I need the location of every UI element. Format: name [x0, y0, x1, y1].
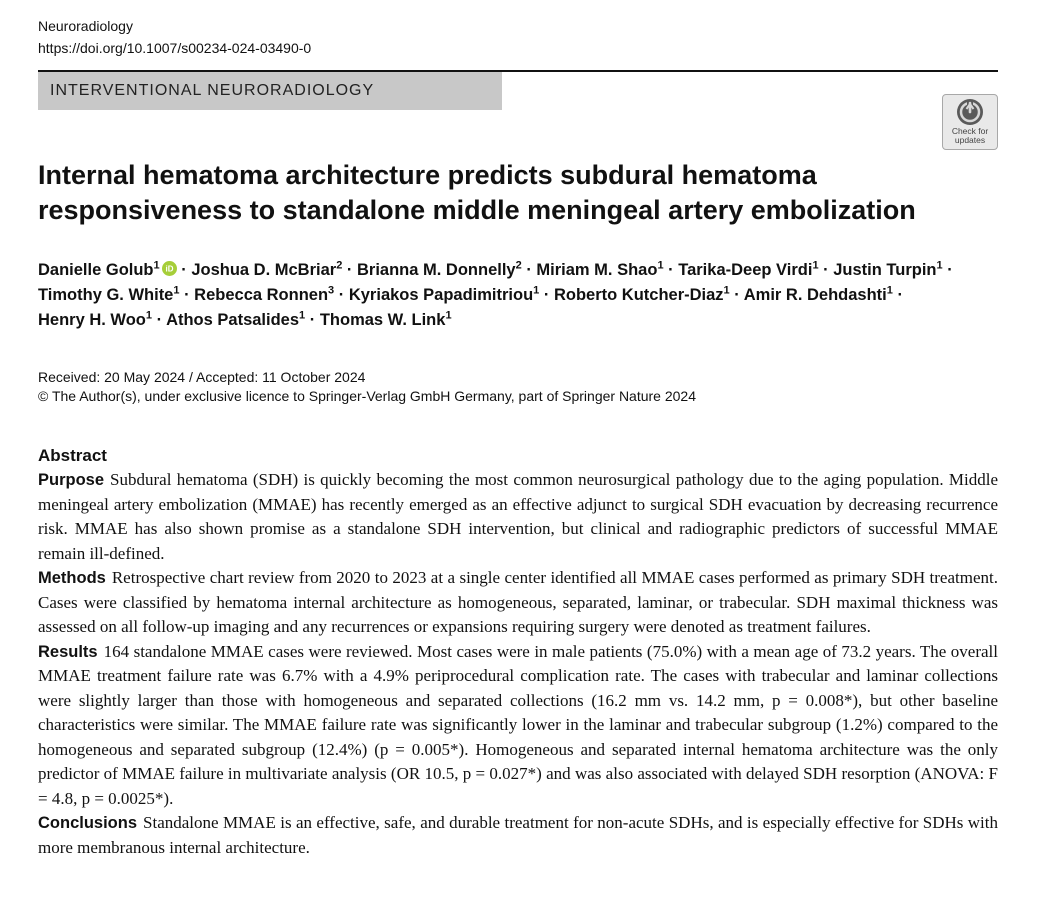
abstract-heading: Abstract — [38, 446, 107, 465]
author-name[interactable] — [833, 261, 942, 279]
author-name[interactable] — [38, 311, 152, 329]
author-name[interactable] — [38, 261, 177, 279]
svg-text:iD: iD — [165, 264, 174, 274]
author-label: Miriam M. Shao — [536, 261, 658, 279]
article-title-line2: responsiveness to standalone middle meningeal artery embolization — [38, 195, 916, 225]
author-name[interactable] — [320, 311, 452, 329]
abstract-section-text: 164 standalone MMAE cases were reviewed. Most cases were in male patients (75.0%) with a mean age of 73.2 years. The overall MMAE treatment failure rate was 6.7% with a 4.9% periprocedural complication rate. The cases with trabecular and laminar collections were slightly larger than those with homogeneous and separated collections (16.2 mm vs. 14.2 mm, p = 0.008*), but other baseline characteristics were similar. The MMAE failure rate was significantly lower in the laminar and trabecular subgroup (1.2%) compared to the homogeneous and separated subgroup (12.4%) (p = 0.005*). Homogeneous and separated internal hematoma architecture was the only predictor of MMAE failure in multivariate analysis (OR 10.5, p = 0.027*) and was also associated with delayed SDH resorption (ANOVA: F = 4.8, p = 0.0025*). — [38, 641, 998, 808]
author-label: Henry H. Woo — [38, 311, 146, 329]
author-affiliation: 1 — [173, 284, 180, 297]
author-affiliation: 1 — [657, 259, 664, 272]
author-label: Kyriakos Papadimitriou — [348, 286, 534, 304]
article-title — [38, 158, 918, 228]
abstract-section-label: Results — [38, 642, 98, 661]
author-label: Brianna M. Donnelly — [357, 261, 516, 279]
article-first-page — [38, 0, 998, 900]
abstract-section-results — [38, 640, 998, 812]
check-for-updates-line2: updates — [954, 135, 986, 145]
author-affiliation: 1 — [299, 309, 306, 322]
article-title-line1: Internal hematoma architecture predicts subdural hematoma — [38, 160, 817, 190]
copyright-notice: © The Author(s), under exclusive licence to Springer-Verlag GmbH Germany, part of Springer Nature 2024 — [38, 388, 696, 404]
doi-link[interactable]: https://doi.org/10.1007/s00234-024-03490-0 — [38, 40, 312, 56]
author-name[interactable] — [349, 286, 539, 304]
author-label: Thomas W. Link — [319, 311, 446, 329]
author-name[interactable] — [194, 286, 334, 304]
author-label: Timothy G. White — [38, 286, 174, 304]
abstract-section-text: Standalone MMAE is an effective, safe, and durable treatment for non-acute SDHs, and is especially effective for SDHs with more membranous internal architecture. — [38, 813, 998, 857]
author-name[interactable] — [38, 286, 180, 304]
abstract-section-label: Methods — [38, 569, 106, 587]
author-name[interactable] — [744, 286, 893, 304]
author-label: Tarika-Deep Virdi — [678, 261, 813, 279]
author-affiliation: 1 — [153, 259, 160, 272]
orcid-icon[interactable] — [162, 261, 177, 276]
check-for-updates-line1: Check for — [951, 126, 989, 136]
author-label: Athos Patsalides — [166, 311, 300, 329]
author-affiliation: 1 — [812, 259, 819, 272]
abstract-section-conclusions — [38, 811, 998, 860]
abstract-section-methods — [38, 566, 998, 640]
author-name[interactable] — [357, 261, 522, 279]
abstract-section-purpose — [38, 468, 998, 566]
author-name[interactable] — [678, 261, 818, 279]
author-name[interactable] — [554, 286, 730, 304]
author-affiliation: 2 — [336, 259, 343, 272]
author-label: Rebecca Ronnen — [194, 286, 329, 304]
check-for-updates-button[interactable] — [942, 94, 998, 150]
author-name[interactable] — [536, 261, 663, 279]
author-affiliation: 2 — [515, 259, 522, 272]
author-label: Amir R. Dehdashti — [743, 286, 887, 304]
author-affiliation: 3 — [328, 284, 335, 297]
author-label: Roberto Kutcher-Diaz — [553, 286, 724, 304]
abstract-section-text: Subdural hematoma (SDH) is quickly becoming the most common neurosurgical pathology due to the aging population. Middle meningeal artery embolization (MMAE) has recently emerged as an effective adjunct to surgical SDH evacuation by decreasing recurrence risk. MMAE has also shown promise as a standalone SDH intervention, but clinical and radiographic predictors of successful MMAE remain ill-defined. — [38, 470, 998, 563]
author-label: Justin Turpin — [833, 261, 937, 279]
author-label: Joshua D. McBriar — [191, 261, 337, 279]
author-affiliation: 1 — [886, 284, 893, 297]
author-affiliation: 1 — [723, 284, 730, 297]
author-affiliation: 1 — [445, 309, 452, 322]
author-label: Danielle Golub — [38, 261, 154, 279]
author-affiliation: 1 — [533, 284, 540, 297]
section-banner: INTERVENTIONAL NEURORADIOLOGY — [38, 72, 502, 110]
author-affiliation: 1 — [145, 309, 152, 322]
received-accepted-dates: Received: 20 May 2024 / Accepted: 11 October 2024 — [38, 369, 366, 385]
check-for-updates-icon — [956, 98, 984, 126]
author-list: Danielle Golub$^1$ iD · Joshua D. McBriar$^2$ · Brianna M. Donnelly$^2$ · Miriam M. Shao$^1$ · Tarika-Deep Virdi$^1$ · Justin Turpin$^1$ · Timothy G. White$^1$ · Rebecca Ronnen$^3$ · Kyriakos Papadimitriou$^1$ · Roberto Kutcher-Diaz$^1$ · Amir R. Dehdashti$^1$ · Henry H. Woo$^1$ · Athos Patsalides$^1$ · Thomas W. Link$^1$ — [38, 259, 953, 329]
author-name[interactable] — [191, 261, 342, 279]
author-affiliation: 1 — [936, 259, 943, 272]
journal-name: Neuroradiology — [38, 18, 133, 34]
abstract-section-label: Purpose — [38, 471, 105, 489]
abstract-section-text: Retrospective chart review from 2020 to 2023 at a single center identified all MMAE cases performed as primary SDH treatment. Cases were classified by hematoma internal architecture as homogeneous, separated, laminar, or trabecular. SDH maximal thickness was assessed on all follow-up imaging and any recurrences or expansions requiring surgery were denoted as treatment failures. — [38, 568, 998, 636]
abstract-body — [38, 468, 998, 860]
author-name[interactable] — [166, 311, 305, 329]
abstract-section-label: Conclusions — [38, 814, 138, 832]
